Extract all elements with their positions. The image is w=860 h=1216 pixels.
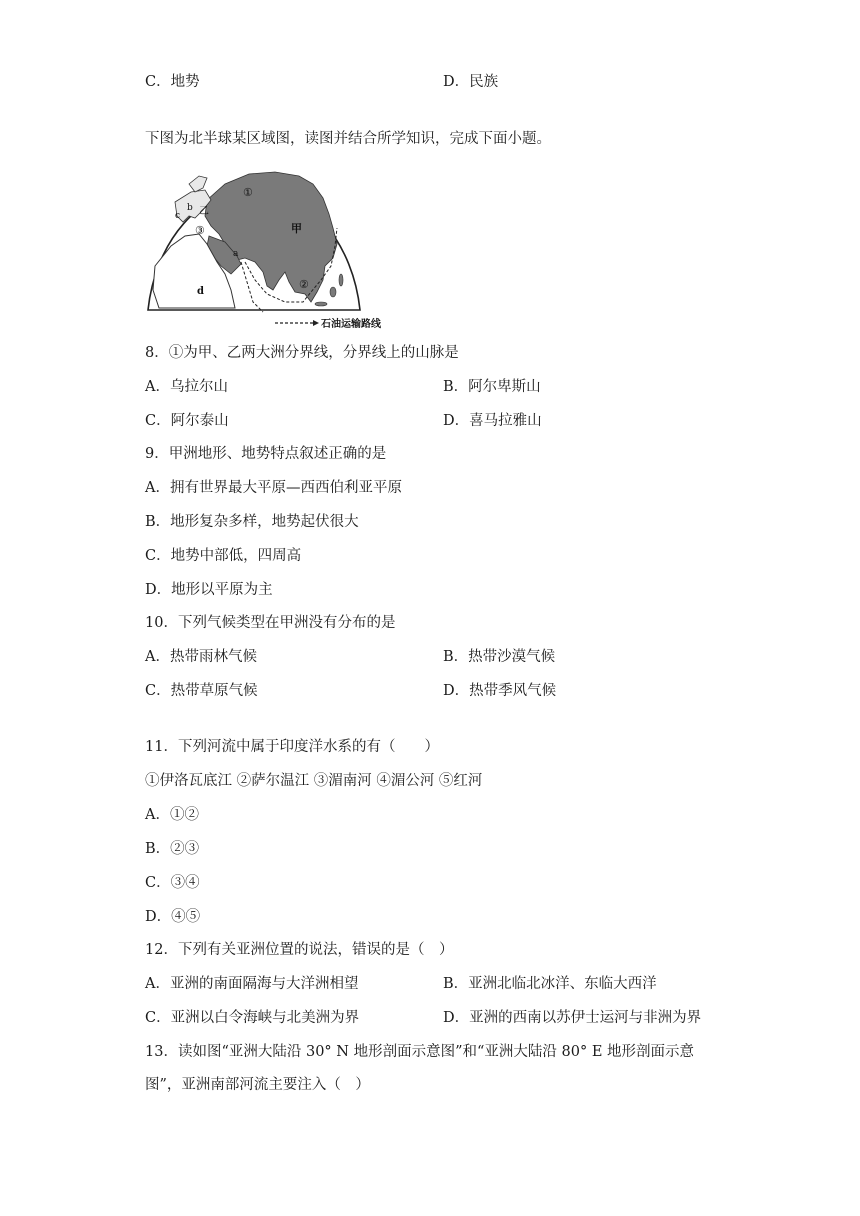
map-intro: 下图为北半球某区域图，读图并结合所学知识，完成下面小题。 (145, 131, 551, 147)
q11-option-c: C．③④ (145, 875, 200, 891)
q9-stem: 9．甲洲地形、地势特点叙述正确的是 (145, 446, 387, 462)
legend-label: 石油运输路线 (321, 319, 381, 330)
q10-option-b: B．热带沙漠气候 (443, 649, 556, 665)
q11-stem: 11．下列河流中属于印度洋水系的有（ ） (145, 739, 439, 755)
q7-option-d: D．民族 (443, 74, 499, 90)
label-jia: 甲 (291, 222, 302, 235)
label-n3: ③ (195, 224, 205, 237)
label-n2: ② (299, 278, 309, 291)
q8-option-d: D．喜马拉雅山 (443, 413, 542, 429)
q8-option-c: C．阿尔泰山 (145, 413, 229, 429)
q13-stem-line1: 13．读如图“亚洲大陆沿 30° N 地形剖面示意图”和“亚洲大陆沿 80° E 地形剖面示意 (145, 1044, 695, 1060)
label-yi: 乙 (199, 206, 209, 217)
scandinavia (189, 176, 207, 192)
q11-option-d: D．④⑤ (145, 909, 201, 925)
q10-option-a: A．热带雨林气候 (145, 649, 257, 665)
q11-option-a: A．①② (145, 807, 199, 823)
q13-stem-line2: 图”，亚洲南部河流主要注入（ ） (145, 1077, 370, 1093)
q12-option-c: C．亚洲以白令海峡与北美洲为界 (145, 1010, 360, 1026)
q10-option-c: C．热带草原气候 (145, 683, 258, 699)
q12-option-d: D．亚洲的西南以苏伊士运河与非洲为界 (443, 1010, 702, 1026)
q11-option-b: B．②③ (145, 841, 200, 857)
q10-option-d: D．热带季风气候 (443, 683, 557, 699)
label-a: a (233, 249, 239, 259)
q8-stem: 8．①为甲、乙两大洲分界线，分界线上的山脉是 (145, 345, 459, 361)
q8-option-a: A．乌拉尔山 (145, 379, 228, 395)
q8-option-b: B．阿尔卑斯山 (443, 379, 541, 395)
q10-stem: 10．下列气候类型在甲洲没有分布的是 (145, 615, 396, 631)
northern-hemisphere-map (145, 162, 381, 332)
q12-option-b: B．亚洲北临北冰洋、东临大西洋 (443, 976, 657, 992)
label-n1: ① (243, 186, 253, 199)
q7-option-c: C．地势 (145, 74, 200, 90)
q12-option-a: A．亚洲的南面隔海与大洋洲相望 (145, 976, 359, 992)
q9-option-a: A．拥有世界最大平原—西西伯利亚平原 (145, 480, 402, 496)
label-b: b (187, 203, 193, 213)
q9-option-b: B．地形复杂多样，地势起伏很大 (145, 514, 359, 530)
q9-option-c: C．地势中部低，四周高 (145, 548, 302, 564)
label-d: d (197, 286, 204, 297)
q12-stem: 12．下列有关亚洲位置的说法，错误的是（ ） (145, 942, 454, 958)
label-c: c (175, 211, 181, 221)
q11-items: ①伊洛瓦底江 ②萨尔温江 ③湄南河 ④湄公河 ⑤红河 (145, 773, 483, 789)
q9-option-d: D．地形以平原为主 (145, 582, 273, 598)
